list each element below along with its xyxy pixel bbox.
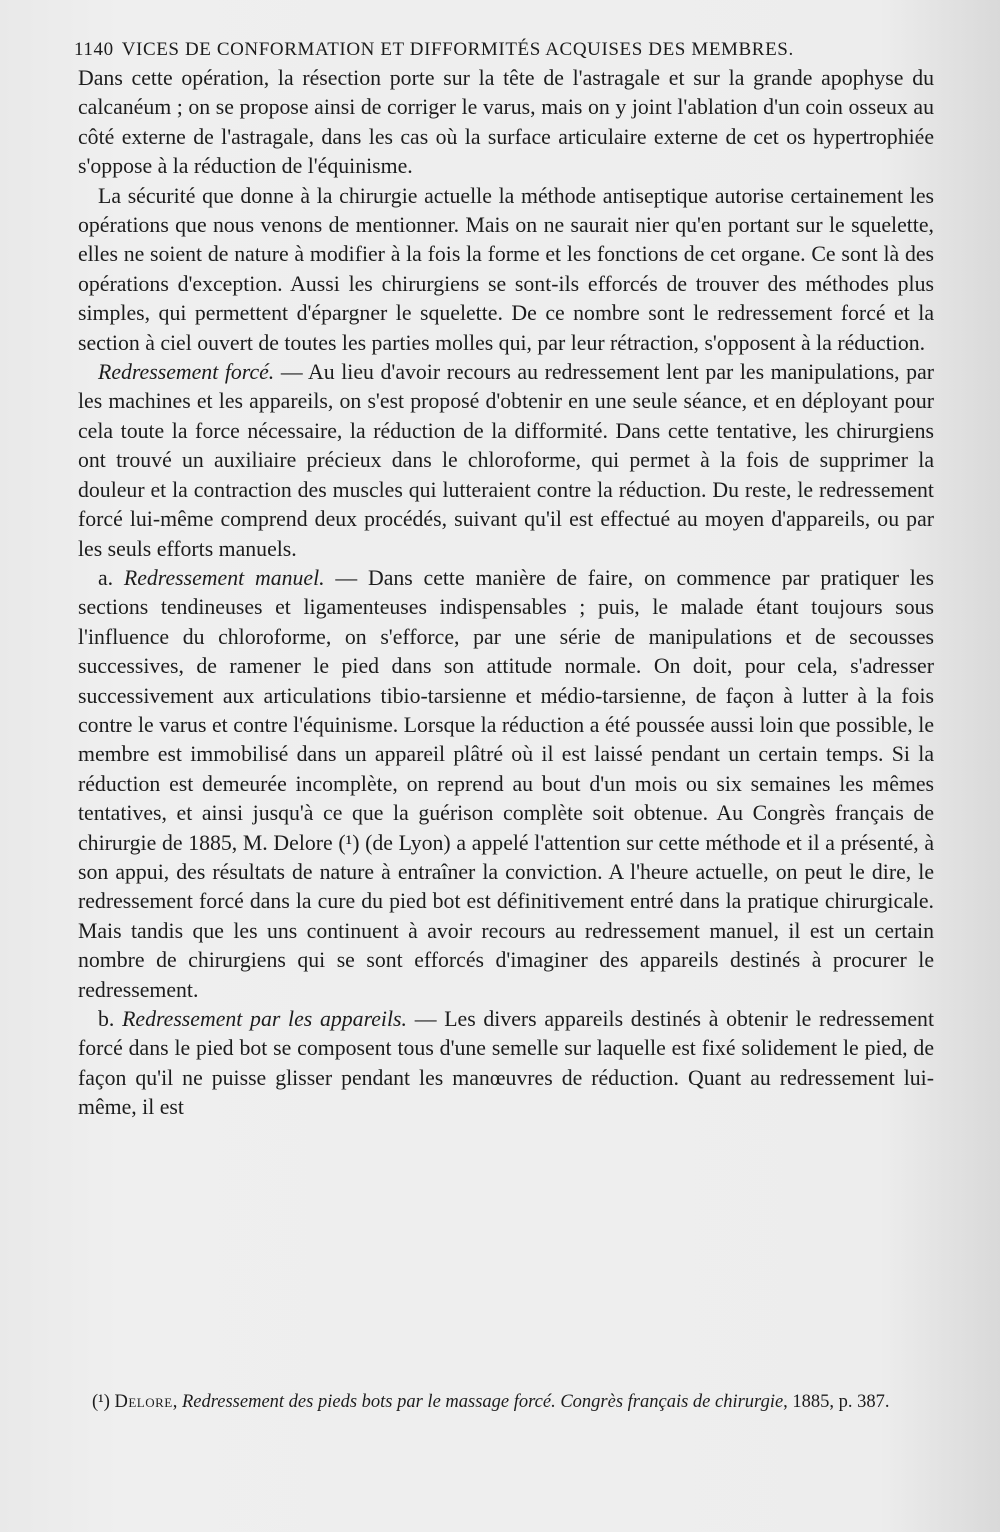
footnote-rest: , 1885, p. 387. [783, 1392, 890, 1412]
footnotes [78, 1389, 934, 1416]
paragraph-text: Dans cette opération, la résection porte sur la tête de l'astragale et sur la grande apophyse du calcanéum ; on se propose ainsi de corriger le varus, mais on y joint l'ablation d'un coin osseux au côté externe de l'astragale, dans les cas où la surface articulaire externe de cet os hypertrophiée s'oppose à la réduction de l'équinisme. [78, 66, 934, 179]
body-text [78, 64, 934, 1123]
list-marker: b. [98, 1007, 123, 1031]
section-heading: Redressement forcé. [98, 360, 275, 385]
list-marker: a. [98, 565, 124, 590]
section-heading: Redressement par les appareils. [122, 1007, 407, 1031]
paragraph [78, 1005, 934, 1123]
footnote-title: Redressement des pieds bots par le massage forcé. Congrès français de chirurgie [182, 1392, 784, 1412]
paragraph-text: — Au lieu d'avoir recours au redressement lent par les manipulations, par les machines et les appareils, on s'est proposé d'obtenir en une seule séance, et en déployant pour cela toute la force nécessaire, la réduction de la difformité. Dans cette tentative, les chirurgiens ont trouvé un auxiliaire précieux dans le chloroforme, qui permet à la fois de supprimer la douleur et la contraction des muscles qui lutteraient contre la réduction. Du reste, le redressement forcé lui-même comprend deux procédés, suivant qu'il est effectué au moyen d'appareils, ou par les seuls efforts manuels. [78, 360, 935, 561]
footnote-marker: (¹) [92, 1392, 115, 1412]
page-content [74, 36, 935, 1123]
paragraph-text: La sécurité que donne à la chirurgie actuelle la méthode antiseptique autorise certainement les opérations que nous venons de mentionner. Mais on ne saurait nier qu'en portant sur le squelette, elles ne soient de nature à modifier à la fois la forme et les fonctions de cet organe. Ce sont là des opérations d'exception. Aussi les chirurgiens se sont-ils efforcés de trouver des méthodes plus simples, qui permettent d'épargner le squelette. De ce nombre sont le redressement forcé et la section à ciel ouvert de toutes les parties molles qui, par leur rétraction, s'opposent à la réduction. [78, 183, 934, 355]
paragraph-text: — Les divers appareils destinés à obtenir le redressement forcé dans le pied bot se composent tous d'une semelle sur laquelle est fixé solidement le pied, de façon qu'il ne puisse glisser pendant les manœuvres de réduction. Quant au redressement lui-même, il est [78, 1007, 935, 1120]
footnote: (¹) Delore, Redressement des pieds bots par le massage forcé. Congrès français de chirurgie, 1885, p. 387. [92, 1392, 890, 1412]
paragraph [78, 64, 934, 182]
paragraph [78, 358, 934, 564]
paragraph [78, 182, 934, 358]
running-head [74, 36, 934, 64]
footnote-author: Delore [114, 1392, 173, 1412]
page-number: 1140 [74, 39, 114, 60]
section-heading: Redressement manuel. [123, 565, 325, 590]
running-title: VICES DE CONFORMATION ET DIFFORMITÉS ACQUISES DES MEMBRES. [121, 39, 794, 60]
paragraph [78, 564, 934, 1005]
paragraph-text: — Dans cette manière de faire, on commence par pratiquer les sections tendineuses et ligamenteuses indispensables ; puis, le malade étant toujours sous l'influence du chloroforme, on s'efforce, par une série de manipulations et de secousses successives, de ramener le pied dans son attitude normale. On doit, pour cela, s'adresser successivement aux articulations tibio-tarsienne et médio-tarsienne, de façon à lutter à la fois contre le varus et contre l'équinisme. Lorsque la réduction a été poussée aussi loin que possible, le membre est immobilisé dans un appareil plâtré où il est laissé pendant un certain temps. Si la réduction est demeurée incomplète, on reprend au bout d'un mois ou six semaines les mêmes tentatives, et ainsi jusqu'à ce que la guérison complète soit obtenue. Au Congrès français de chirurgie de 1885, M. Delore (¹) (de Lyon) a appelé l'attention sur cette méthode et il a présenté, à son appui, des résultats de nature à entraîner la conviction. A l'heure actuelle, on peut le dire, le redressement forcé dans la cure du pied bot est définitivement entré dans la pratique chirurgicale. Mais tandis que les uns continuent à avoir recours au redressement manuel, il est un certain nombre de chirurgiens qui se sont efforcés d'imaginer des appareils destinés à procurer le redressement. [78, 565, 935, 1002]
